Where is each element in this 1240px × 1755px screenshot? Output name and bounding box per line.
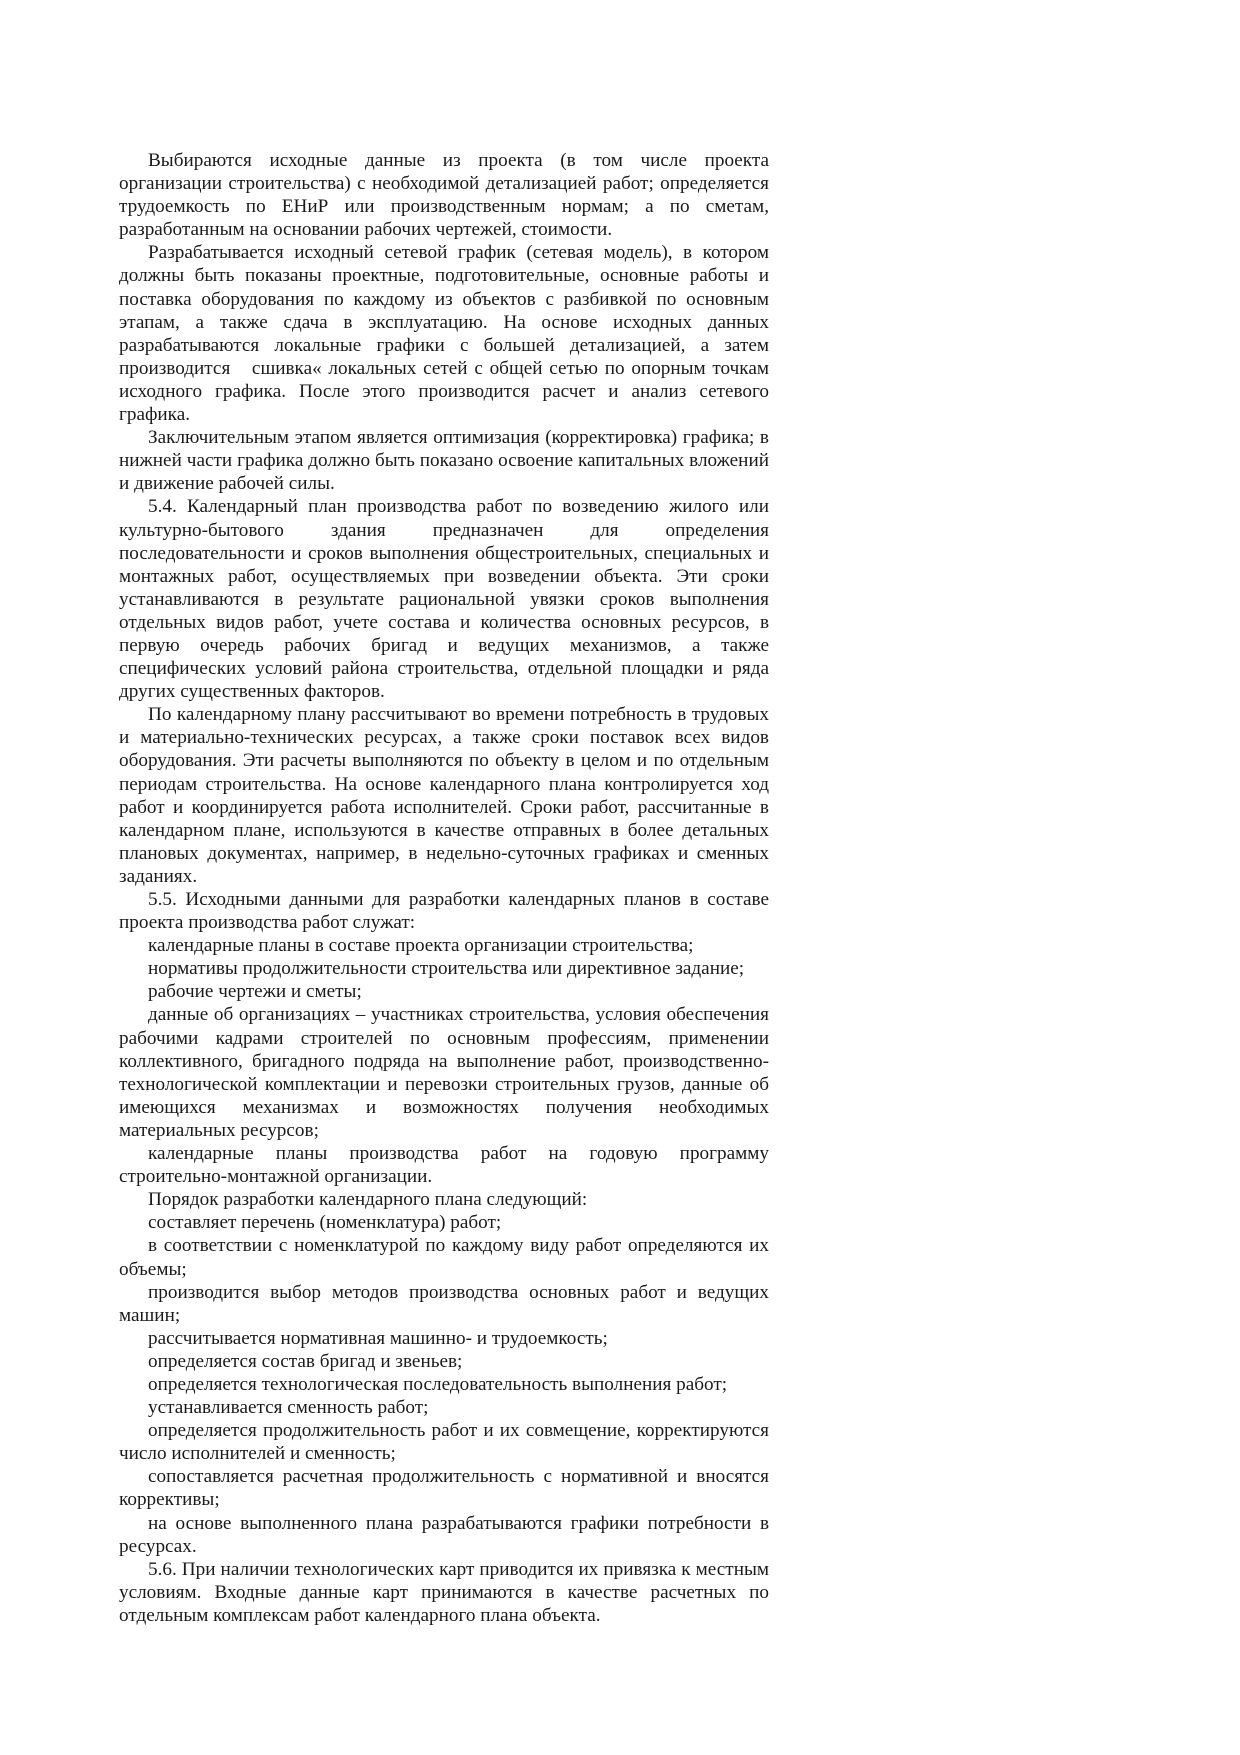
list-item: определяется продолжительность работ и их совмещение, корректируются число исполнителей и сменность; bbox=[119, 1420, 769, 1465]
list-item: определяется состав бригад и звеньев; bbox=[148, 1350, 463, 1372]
list-item: календарные планы производства работ на годовую программу строительно-монтажной организации. bbox=[119, 1143, 769, 1188]
paragraph-optimization: Заключительным этапом является оптимизация (корректировка) графика; в нижней части графика должно быть показано освоение капитальных вложений и движение рабочей силы. bbox=[119, 427, 769, 495]
paragraph-network-model: Разрабатывается исходный сетевой график (сетевая модель), в котором должны быть показаны проектные, подготовительные, основные работы и поставка оборудования по каждому из объектов с разбивкой по основным этапам, а также сдача в эксплуатацию. На основе исходных данных разрабатываются локальные графики с большей детализацией, а затем производится сшивка« локальных сетей с общей сетью по опорным точкам исходного графика. После этого производится расчет и анализ сетевого графика. bbox=[119, 242, 769, 426]
list-item: сопоставляется расчетная продолжительность с нормативной и вносятся коррективы; bbox=[119, 1466, 769, 1511]
paragraph-resource-needs: По календарному плану рассчитывают во времени потребность в трудовых и материально-технических ресурсах, а также сроки поставок всех видов оборудования. Эти расчеты выполняются по объекту в целом и по отдельным периодам строительства. На основе календарного плана контролируется ход работ и координируется работа исполнителей. Сроки работ, рассчитанные в календарном плане, используются в качестве отправных в более детальных плановых документах, например, в недельно-суточных графиках и сменных заданиях. bbox=[119, 704, 769, 887]
paragraph-procedure-intro: Порядок разработки календарного плана следующий: bbox=[148, 1189, 588, 1211]
list-item: календарные планы в составе проекта организации строительства; bbox=[148, 935, 694, 957]
paragraph-section-5-4: 5.4. Календарный план производства работ по возведению жилого или культурно-бытового здания предназначен для определения последовательности и сроков выполнения общестроительных, специальных и монтажных работ, осуществляемых при возведении объекта. Эти сроки устанавливаются в результате рациональной увязки сроков выполнения отдельных видов работ, учете состава и количества основных ресурсов, в первую очередь рабочих бригад и ведущих механизмов, а также специфических условий района строительства, отдельной площадки и ряда других существенных факторов. bbox=[119, 496, 769, 703]
list-item: устанавливается сменность работ; bbox=[148, 1397, 429, 1419]
list-item: производится выбор методов производства основных работ и ведущих машин; bbox=[119, 1281, 769, 1326]
document-page bbox=[119, 149, 769, 1627]
list-item: данные об организациях – участниках строительства, условия обеспечения рабочими кадрами строителей по основным профессиям, применении коллективного, бригадного подряда на выполнение работ, производственно-технологической комплектации и перевозки строительных грузов, данные об имеющихся механизмах и возможностях получения необходимых материальных ресурсов; bbox=[119, 1004, 769, 1141]
list-item: рассчитывается нормативная машинно- и трудоемкость; bbox=[148, 1327, 608, 1349]
paragraph-section-5-5: 5.5. Исходными данными для разработки календарных планов в составе проекта производства работ служат: bbox=[119, 889, 769, 934]
paragraph-section-5-6: 5.6. При наличии технологических карт приводится их привязка к местным условиям. Входные данные карт принимаются в качестве расчетных по отдельным комплексам работ календарного плана объекта. bbox=[119, 1558, 769, 1626]
paragraph-source-data: Выбираются исходные данные из проекта (в том числе проекта организации строительства) с необходимой детализацией работ; определяется трудоемкость по ЕНиР или производственным нормам; а по сметам, разработанным на основании рабочих чертежей, стоимости. bbox=[119, 150, 769, 241]
list-item: рабочие чертежи и сметы; bbox=[148, 981, 362, 1003]
list-item: на основе выполненного плана разрабатываются графики потребности в ресурсах. bbox=[119, 1512, 769, 1557]
list-item: в соответствии с номенклатурой по каждому виду работ определяются их объемы; bbox=[119, 1235, 769, 1280]
list-item: нормативы продолжительности строительства или директивное задание; bbox=[148, 958, 745, 980]
list-item: составляет перечень (номенклатура) работ; bbox=[148, 1212, 502, 1234]
list-item: определяется технологическая последовательность выполнения работ; bbox=[148, 1373, 728, 1395]
